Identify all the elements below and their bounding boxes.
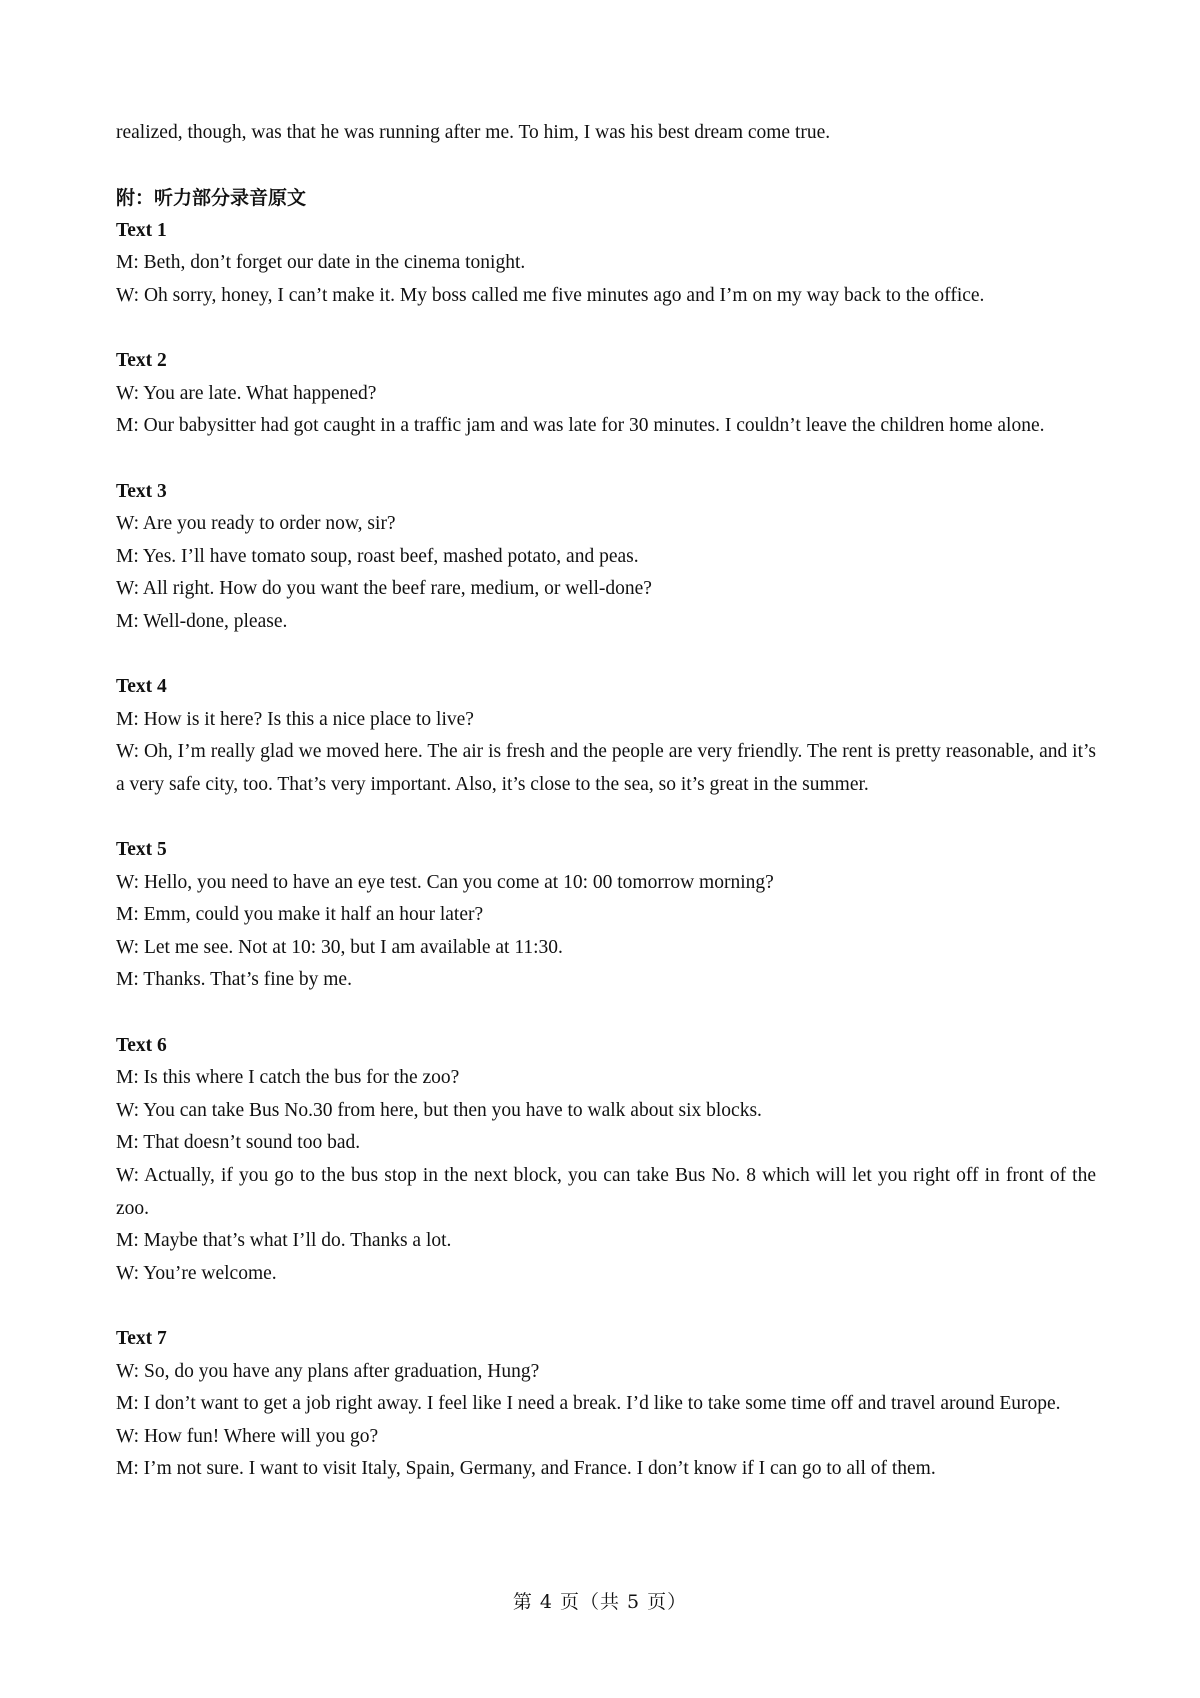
- section-heading: Text 7: [116, 1327, 167, 1349]
- dialogue-line: M: Beth, don’t forget our date in the cinema tonight.: [116, 252, 526, 274]
- dialogue-line: M: That doesn’t sound too bad.: [116, 1132, 361, 1154]
- document-body: [116, 117, 1096, 1486]
- section-heading: Text 2: [116, 350, 167, 372]
- lead-paragraph: realized, though, was that he was running after me. To him, I was his best dream come true.: [116, 122, 831, 143]
- dialogue-line: M: Well-done, please.: [116, 610, 288, 632]
- dialogue-line: W: Are you ready to order now, sir?: [116, 513, 396, 535]
- transcript-section: [116, 1030, 1096, 1291]
- transcript-section: [116, 215, 1096, 313]
- dialogue-line: W: All right. How do you want the beef rare, medium, or well-done?: [116, 578, 652, 600]
- dialogue-line: W: Let me see. Not at 10: 30, but I am available at 11:30.: [116, 936, 563, 958]
- page-footer: 第 4 页（共 5 页）: [512, 1591, 688, 1613]
- transcript-sections: [116, 215, 1096, 1486]
- transcript-section: [116, 345, 1096, 443]
- dialogue-line: W: Oh, I’m really glad we moved here. The air is fresh and the people are very friendly. The rent is pretty reasonable, and it’s a very safe city, too. That’s very important. Also, it’s close to the sea, so it’s great in the summer.: [116, 741, 1096, 795]
- dialogue-line: M: I don’t want to get a job right away. I feel like I need a break. I’d like to take some time off and travel around Europe.: [116, 1393, 1061, 1415]
- transcript-section: [116, 671, 1096, 801]
- dialogue-line: W: Actually, if you go to the bus stop in the next block, you can take Bus No. 8 which will let you right off in front of the zoo.: [116, 1165, 1096, 1219]
- section-heading: Text 1: [116, 219, 167, 241]
- dialogue-line: M: I’m not sure. I want to visit Italy, Spain, Germany, and France. I don’t know if I can go to all of them.: [116, 1458, 936, 1480]
- transcript-section: [116, 1323, 1096, 1486]
- dialogue-line: M: Is this where I catch the bus for the zoo?: [116, 1067, 460, 1089]
- dialogue-line: M: Thanks. That’s fine by me.: [116, 969, 352, 991]
- dialogue-line: W: Hello, you need to have an eye test. Can you come at 10: 00 tomorrow morning?: [116, 871, 774, 893]
- dialogue-line: W: Oh sorry, honey, I can’t make it. My boss called me five minutes ago and I’m on my way back to the office.: [116, 284, 985, 306]
- dialogue-line: M: Emm, could you make it half an hour later?: [116, 904, 484, 926]
- section-heading: Text 5: [116, 839, 167, 861]
- dialogue-line: W: You are late. What happened?: [116, 382, 377, 404]
- section-heading: Text 4: [116, 676, 167, 698]
- dialogue-line: W: So, do you have any plans after graduation, Hung?: [116, 1360, 540, 1382]
- appendix-title: 附：听力部分录音原文: [116, 187, 307, 210]
- section-heading: Text 6: [116, 1034, 167, 1056]
- section-heading: Text 3: [116, 480, 167, 502]
- transcript-section: [116, 834, 1096, 997]
- dialogue-line: M: How is it here? Is this a nice place to live?: [116, 708, 474, 730]
- dialogue-line: W: You can take Bus No.30 from here, but then you have to walk about six blocks.: [116, 1099, 762, 1121]
- transcript-section: [116, 476, 1096, 639]
- dialogue-line: M: Our babysitter had got caught in a traffic jam and was late for 30 minutes. I couldn’t leave the children home alone.: [116, 415, 1045, 437]
- dialogue-line: W: You’re welcome.: [116, 1262, 277, 1284]
- dialogue-line: M: Maybe that’s what I’ll do. Thanks a lot.: [116, 1230, 452, 1252]
- dialogue-line: W: How fun! Where will you go?: [116, 1425, 379, 1447]
- dialogue-line: M: Yes. I’ll have tomato soup, roast beef, mashed potato, and peas.: [116, 545, 639, 567]
